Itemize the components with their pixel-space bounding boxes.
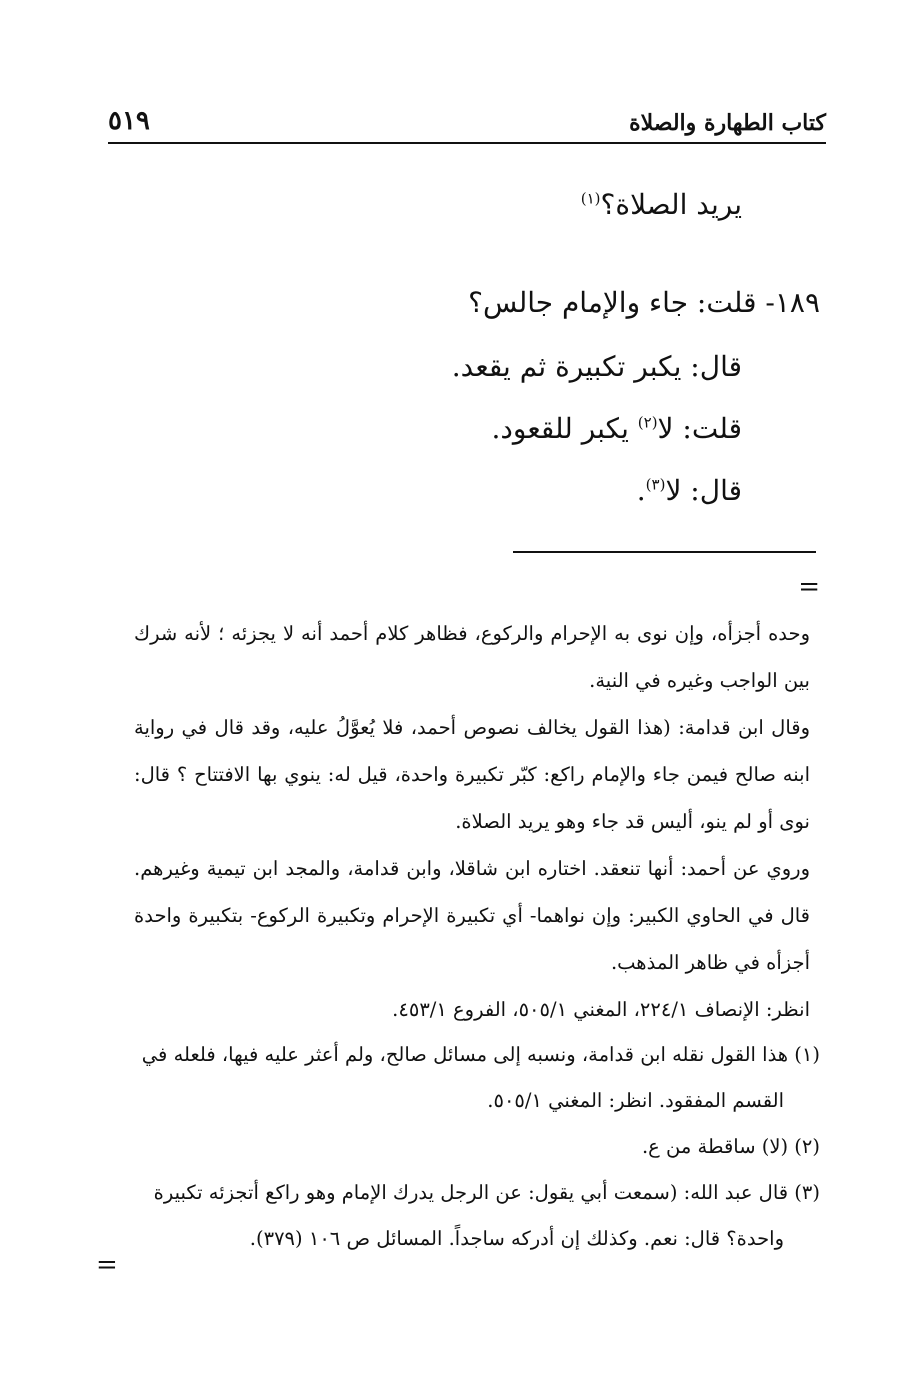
note-paragraph-3: وروي عن أحمد: أنها تنعقد. اختاره ابن شاقلا، وابن قدامة، والمجد ابن تيمية وغيرهم. قال في الحاوي الكبير: وإن نواهما- أي تكبيرة الإحرام وتكبيرة الركوع- بتكبيرة واحدة أجزأه في ظاهر المذهب. [134,857,810,974]
footnote-ref-1: (١) [580,189,601,208]
footnote-ref-3: (٣) [645,475,666,494]
running-header [108,96,826,144]
page-number: ٥١٩ [108,106,150,136]
continuation-mark-bottom: = [96,1250,118,1280]
footnote-separator [513,551,816,553]
answer-2-post: . [636,474,646,507]
footnote-1-marker: (١) [794,1043,820,1066]
continued-footnote [134,610,810,1033]
footnote-2-text: (لا) ساقطة من ع. [641,1135,789,1158]
question-189 [468,286,820,319]
note-paragraph-4: انظر: الإنصاف ٢٢٤/١، المغني ٥٠٥/١، الفروع ٤٥٣/١. [392,998,810,1021]
footnote-1-text: هذا القول نقله ابن قدامة، ونسبه إلى مسائل صالح، ولم أعثر عليه فيها، فلعله في [141,1043,789,1066]
footnote-3-marker: (٣) [794,1181,820,1204]
footnote-2-marker: (٢) [794,1135,820,1158]
question-text: قلت: جاء والإمام جالس؟ [468,286,757,319]
footnote-ref-2: (٢) [637,413,658,432]
note-paragraph-2: وقال ابن قدامة: (هذا القول يخالف نصوص أحمد، فلا يُعوَّلُ عليه، وقد قال في رواية ابنه صالح فيمن جاء والإمام راكع: كبّر تكبيرة واحدة، قيل له: ينوي بها الافتتاح ؟ قال: نوى أو لم ينو، أليس قد جاء وهو يريد الصلاة. [134,716,810,833]
main-line-1-text: يريد الصلاة؟ [600,188,742,221]
answer-1: قال: يكبر تكبيرة ثم يقعد. [451,350,742,383]
footnote-2 [108,1124,820,1170]
note-paragraph-1: وحده أجزأه، وإن نوى به الإحرام والركوع، فظاهر كلام أحمد أنه لا يجزئه ؛ لأنه شرك بين الواجب وغيره في النية. [134,622,810,692]
question-2-post: يكبر للقعود. [491,412,638,445]
header-title: كتاب الطهارة والصلاة [629,110,826,136]
footnote-1-continuation: القسم المفقود. انظر: المغني ٥٠٥/١. [487,1089,784,1112]
question-number: ١٨٩- [765,286,820,319]
footnote-3-continuation: واحدة؟ قال: نعم. وكذلك إن أدركه ساجداً. المسائل ص ١٠٦ (٣٧٩). [249,1227,784,1250]
answer-2-pre: قال: لا [665,474,742,507]
answer-2 [637,474,742,507]
footnote-3-text: قال عبد الله: (سمعت أبي يقول: عن الرجل يدرك الإمام وهو راكع أتجزئه تكبيرة [153,1181,789,1204]
footnote-3 [108,1170,820,1262]
continuation-mark-top: = [798,572,820,602]
question-2 [492,412,743,445]
main-line-1 [581,188,742,221]
question-2-pre: قلت: لا [657,412,742,445]
footnote-1 [108,1032,820,1124]
